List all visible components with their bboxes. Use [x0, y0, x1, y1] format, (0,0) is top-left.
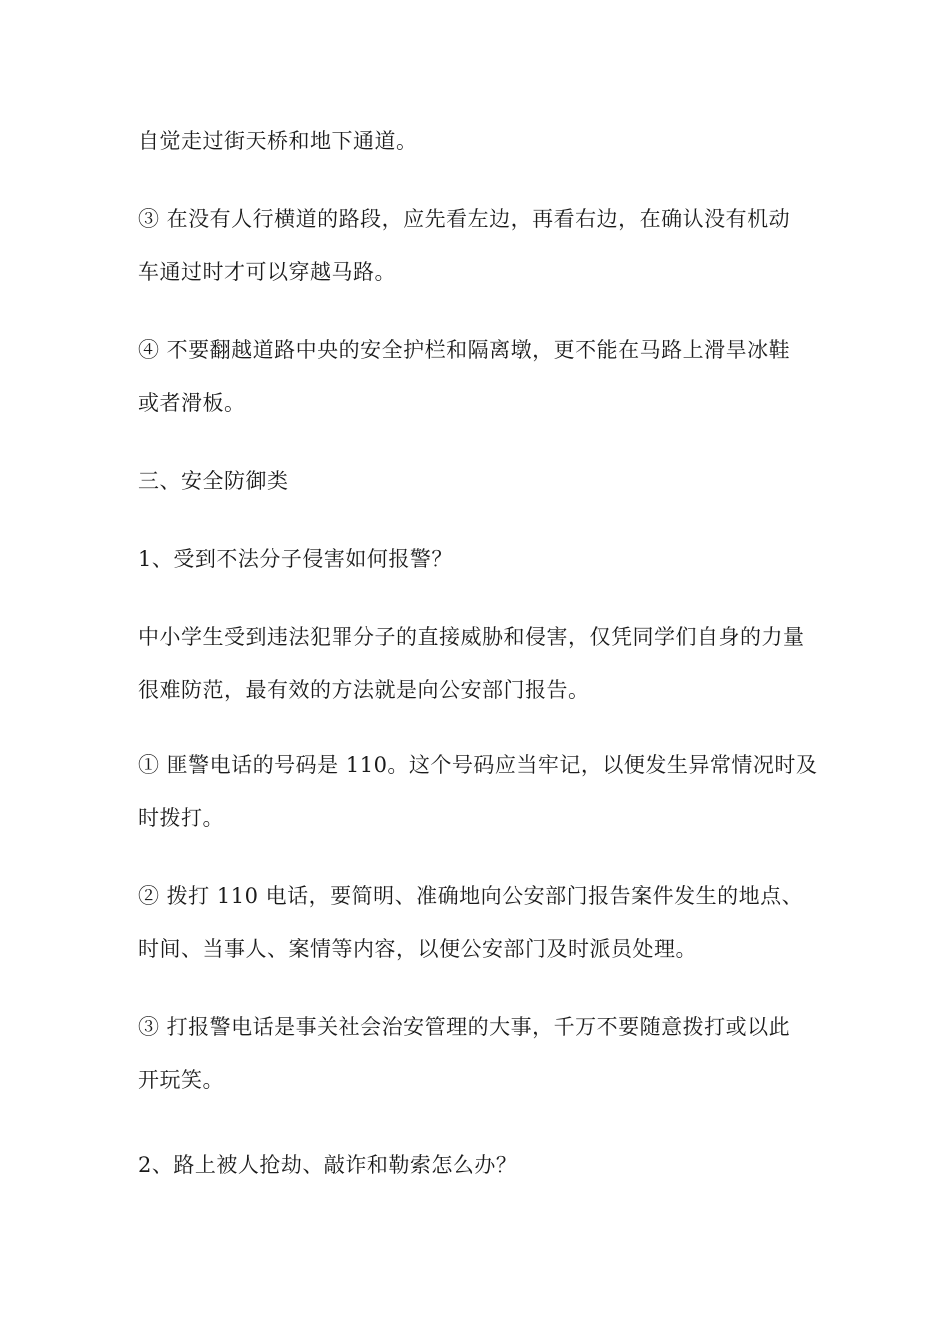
list-item-line: 时拨打。	[138, 806, 224, 830]
paragraph-line: 中小学生受到违法犯罪分子的直接威胁和侵害，仅凭同学们自身的力量	[138, 625, 805, 649]
paragraph-line: 很难防范，最有效的方法就是向公安部门报告。	[138, 678, 590, 702]
list-item-line: ① 匪警电话的号码是 110。这个号码应当牢记，以便发生异常情况时及	[138, 753, 818, 777]
question-heading: 1、受到不法分子侵害如何报警？	[138, 547, 453, 571]
list-item-line: 或者滑板。	[138, 391, 246, 415]
section-heading: 三、安全防御类	[138, 469, 289, 493]
list-item-line: ③ 在没有人行横道的路段，应先看左边，再看右边，在确认没有机动	[138, 207, 791, 231]
list-item-line: 开玩笑。	[138, 1068, 224, 1092]
list-item-line: ② 拨打 110 电话，要简明、准确地向公安部门报告案件发生的地点、	[138, 884, 804, 908]
list-item-line: ④ 不要翻越道路中央的安全护栏和隔离墩，更不能在马路上滑旱冰鞋	[138, 338, 791, 362]
list-item-line: ③ 打报警电话是事关社会治安管理的大事，千万不要随意拨打或以此	[138, 1015, 791, 1039]
list-item-line: 车通过时才可以穿越马路。	[138, 260, 396, 284]
paragraph-line: 自觉走过街天桥和地下通道。	[138, 129, 418, 153]
question-heading: 2、路上被人抢劫、敲诈和勒索怎么办？	[138, 1153, 518, 1177]
list-item-line: 时间、当事人、案情等内容，以便公安部门及时派员处理。	[138, 937, 697, 961]
